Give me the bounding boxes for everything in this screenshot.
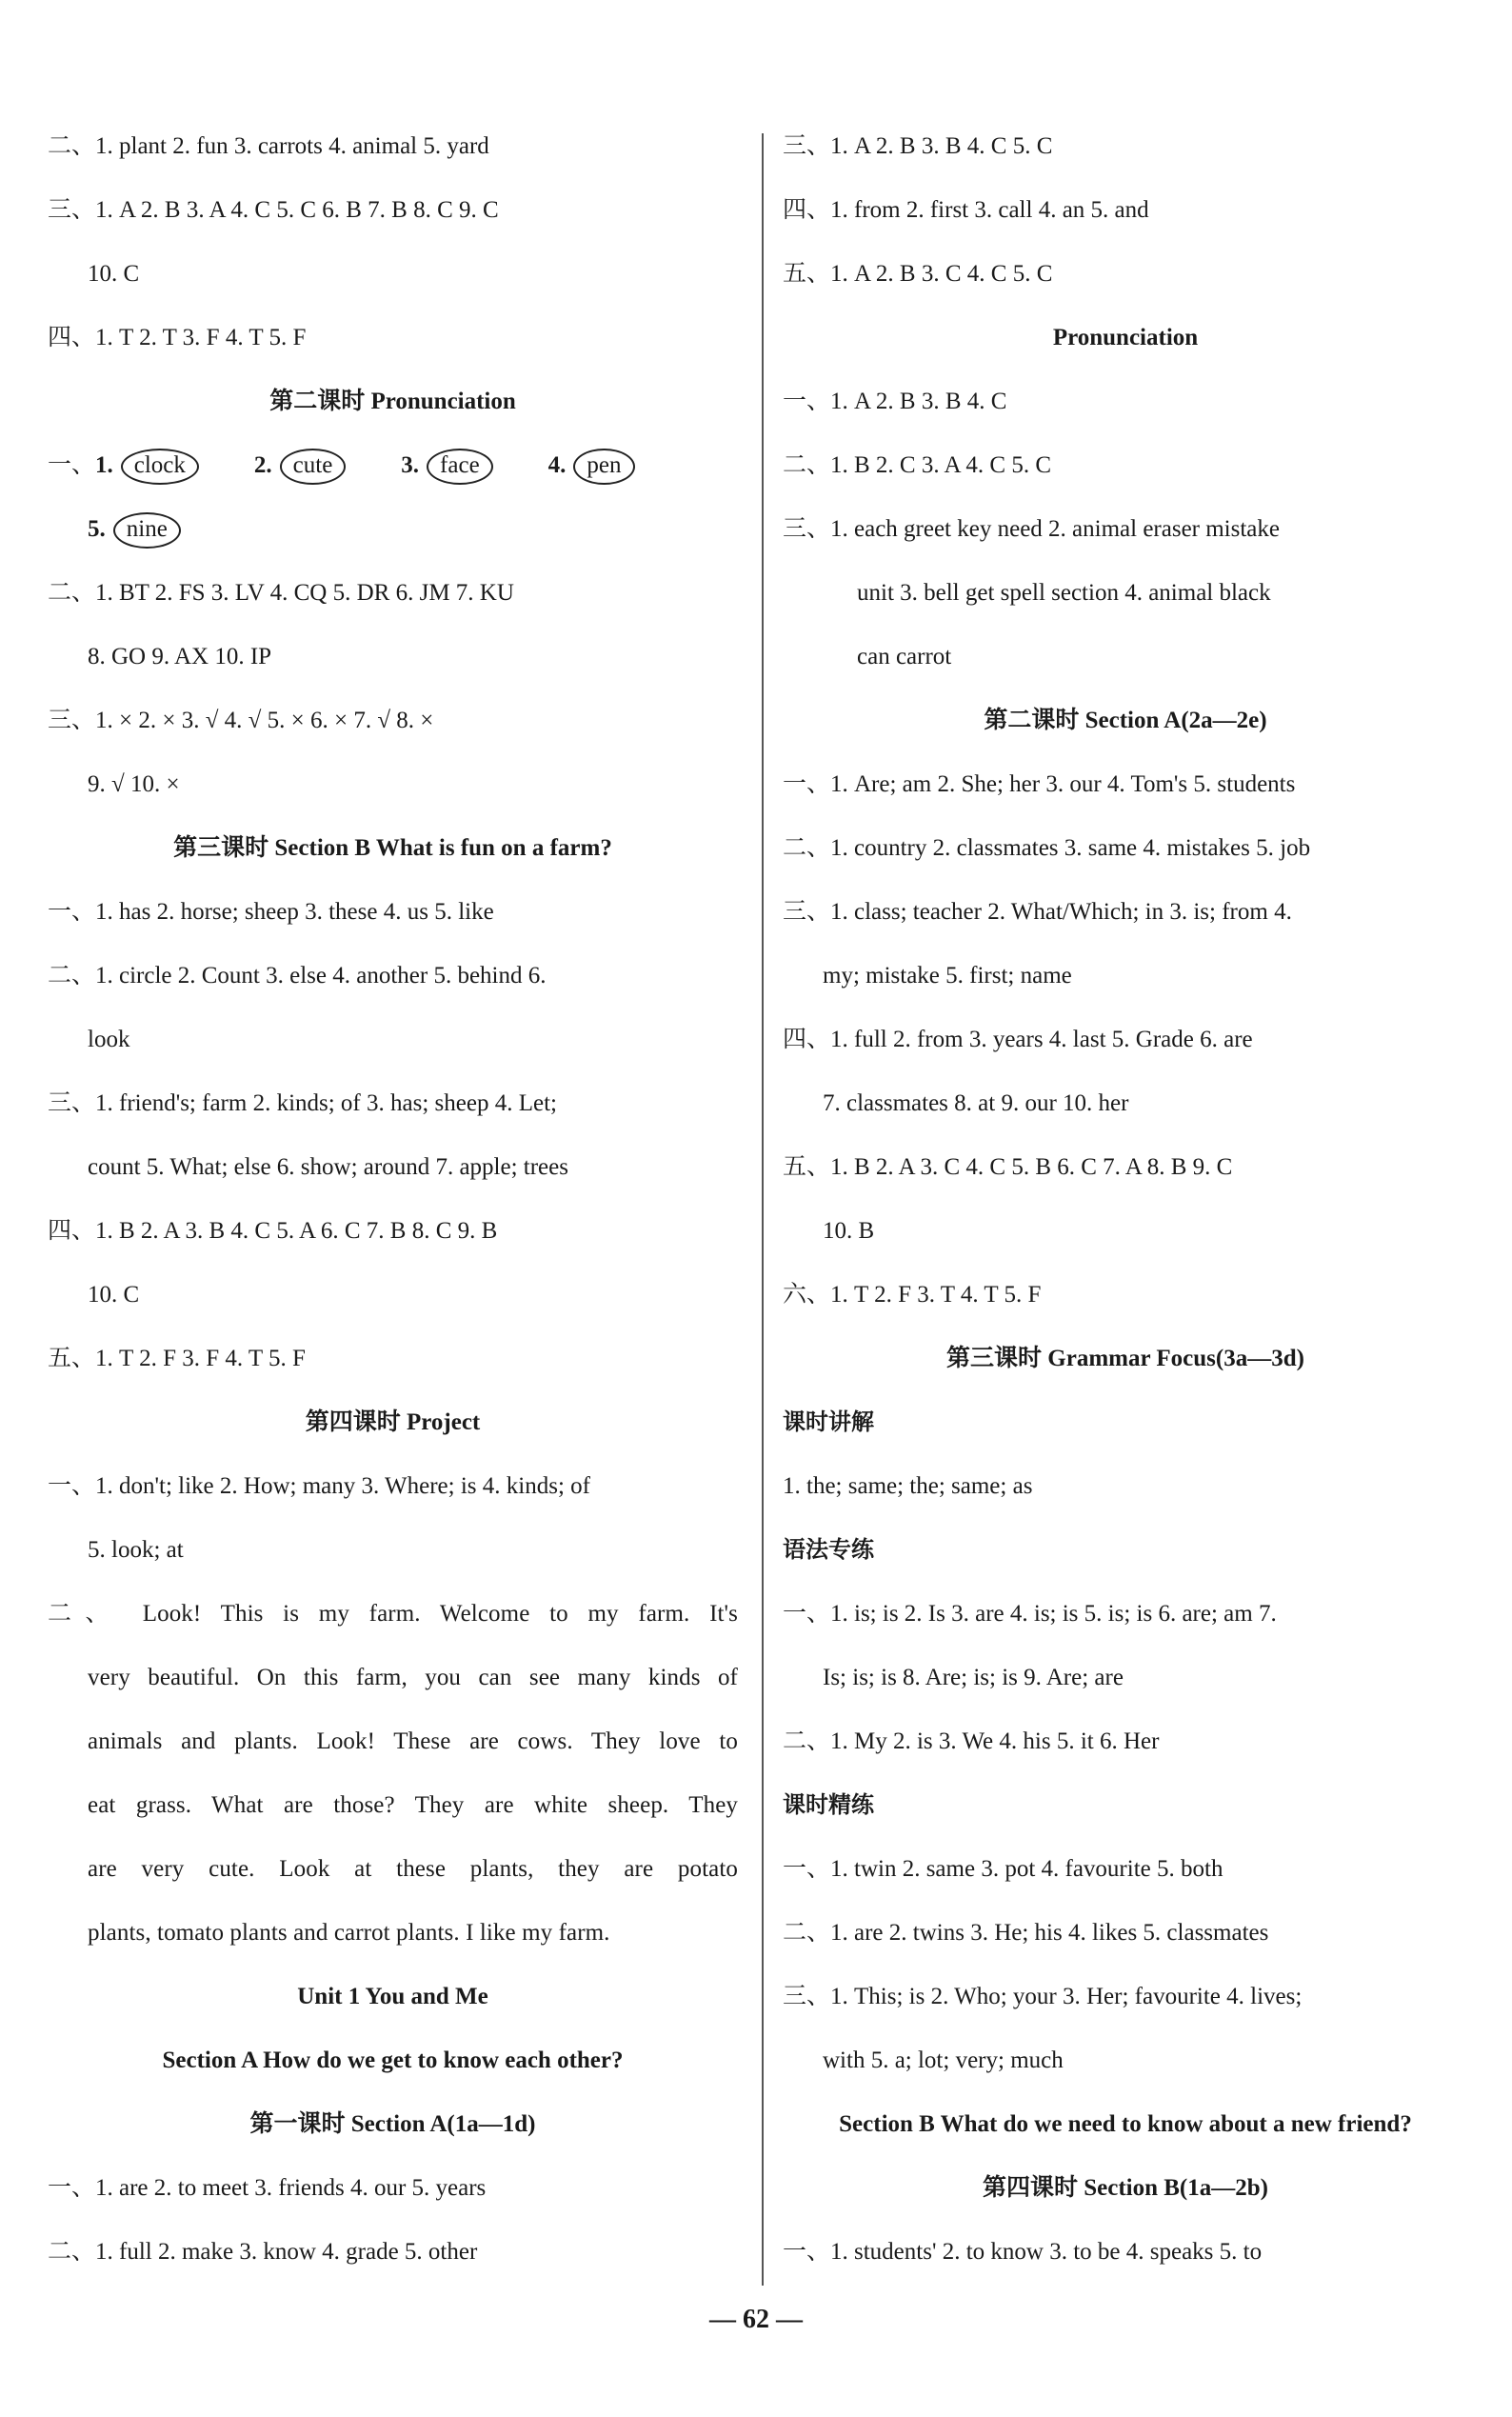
subsection-label: 课时讲解 xyxy=(783,1408,874,1435)
item-number: 2. xyxy=(253,452,272,478)
subsection-label: 语法专练 xyxy=(783,1536,874,1563)
answer-line: 10. C xyxy=(88,1282,140,1308)
answer-line: 二、1. BT 2. FS 3. LV 4. CQ 5. DR 6. JM 7. KU xyxy=(48,580,514,606)
column-divider xyxy=(762,133,764,2286)
answer-line: 7. classmates 8. at 9. our 10. her xyxy=(823,1090,1129,1116)
answer-line: 二、1. full 2. make 3. know 4. grade 5. other xyxy=(48,2239,478,2265)
section-heading: Pronunciation xyxy=(1052,325,1199,350)
answer-line: unit 3. bell get spell section 4. animal black xyxy=(857,580,1271,606)
item-number: 5. xyxy=(88,516,106,542)
right-column xyxy=(783,114,1468,2284)
answer-line: 一、1. twin 2. same 3. pot 4. favourite 5. both xyxy=(783,1856,1224,1882)
answer-line-circled xyxy=(48,497,738,561)
answer-line: 10. C xyxy=(88,261,140,287)
page-number: — 62 — xyxy=(709,2305,803,2334)
answer-line: 五、1. B 2. A 3. C 4. C 5. B 6. C 7. A 8. B 9. C xyxy=(783,1154,1233,1180)
paragraph-line: plants, tomato plants and carrot plants. I like my farm. xyxy=(88,1920,610,1946)
answer-line: 一、1. Are; am 2. She; her 3. our 4. Tom's 5. students xyxy=(783,771,1296,797)
page-number-value: 62 xyxy=(743,2305,769,2334)
answer-line: 三、1. × 2. × 3. √ 4. √ 5. × 6. × 7. √ 8. × xyxy=(48,708,434,733)
answer-line: 10. B xyxy=(823,1218,875,1244)
section-heading: 第三课时 Section B What is fun on a farm? xyxy=(173,835,612,861)
answer-line: 8. GO 9. AX 10. IP xyxy=(88,644,272,669)
answer-line: 一、1. A 2. B 3. B 4. C xyxy=(783,389,1007,414)
answer-line: 一、1. is; is 2. Is 3. are 4. is; is 5. is; is 6. are; am 7. xyxy=(783,1601,1277,1627)
answer-line: 9. √ 10. × xyxy=(88,771,180,797)
section-heading: 第三课时 Grammar Focus(3a—3d) xyxy=(946,1346,1304,1371)
item-number: 1. xyxy=(95,452,113,478)
paragraph-line: are very cute. Look at these plants, they are potato xyxy=(88,1856,738,1882)
answer-line: 五、1. A 2. B 3. C 4. C 5. C xyxy=(783,261,1053,287)
answer-line: 三、1. friend's; farm 2. kinds; of 3. has; sheep 4. Let; xyxy=(48,1090,557,1116)
answer-line: 二、1. B 2. C 3. A 4. C 5. C xyxy=(783,452,1051,478)
section-heading: 第四课时 Section B(1a—2b) xyxy=(982,2175,1268,2201)
circled-word: clock xyxy=(121,449,199,485)
answer-line: 1. the; same; the; same; as xyxy=(783,1473,1033,1499)
answer-line: 二、1. are 2. twins 3. He; his 4. likes 5. classmates xyxy=(783,1920,1269,1946)
section-heading: 第一课时 Section A(1a—1d) xyxy=(249,2111,536,2137)
answer-line: 三、1. A 2. B 3. A 4. C 5. C 6. B 7. B 8. C 9. C xyxy=(48,197,499,223)
answer-line: Is; is; is 8. Are; is; is 9. Are; are xyxy=(823,1665,1124,1690)
answer-line: 三、1. This; is 2. Who; your 3. Her; favourite 4. lives; xyxy=(783,1984,1303,2009)
paragraph-line: eat grass. What are those? They are white sheep. They xyxy=(88,1792,738,1818)
circled-word: nine xyxy=(113,512,181,549)
answer-line: 三、1. each greet key need 2. animal eraser mistake xyxy=(783,516,1280,542)
answer-line: my; mistake 5. first; name xyxy=(823,963,1072,989)
answer-line: 四、1. from 2. first 3. call 4. an 5. and xyxy=(783,197,1149,223)
answer-line: 四、1. T 2. T 3. F 4. T 5. F xyxy=(48,325,307,350)
section-heading: 第四课时 Project xyxy=(305,1409,481,1435)
answer-line: 一、1. students' 2. to know 3. to be 4. speaks 5. to xyxy=(783,2239,1263,2265)
answer-line-circled xyxy=(48,433,738,497)
item-number: 4. xyxy=(547,452,567,478)
answer-line: 四、1. B 2. A 3. B 4. C 5. A 6. C 7. B 8. C 9. B xyxy=(48,1218,498,1244)
answer-line: can carrot xyxy=(857,644,952,669)
item-number: 3. xyxy=(401,452,420,478)
circled-word: face xyxy=(427,449,493,485)
answer-line: 一、1. don't; like 2. How; many 3. Where; is 4. kinds; of xyxy=(48,1473,590,1499)
answer-line: 一、1. are 2. to meet 3. friends 4. our 5. years xyxy=(48,2175,487,2201)
paragraph-line: 二、 Look! This is my farm. Welcome to my farm. It's xyxy=(48,1601,738,1627)
answer-line: 二、1. country 2. classmates 3. same 4. mistakes 5. job xyxy=(783,835,1311,861)
answer-line: count 5. What; else 6. show; around 7. apple; trees xyxy=(88,1154,568,1180)
answer-line: with 5. a; lot; very; much xyxy=(823,2047,1064,2073)
answer-line: 一、1. has 2. horse; sheep 3. these 4. us 5. like xyxy=(48,899,494,925)
paragraph-line: animals and plants. Look! These are cows. They love to xyxy=(88,1728,738,1754)
answer-line: 四、1. full 2. from 3. years 4. last 5. Grade 6. are xyxy=(783,1027,1253,1052)
answer-line: 三、1. A 2. B 3. B 4. C 5. C xyxy=(783,133,1053,159)
answer-line: 二、1. plant 2. fun 3. carrots 4. animal 5. yard xyxy=(48,133,489,159)
circled-word: pen xyxy=(573,449,634,485)
paragraph-line: very beautiful. On this farm, you can see many kinds of xyxy=(88,1665,738,1690)
answer-line: 三、1. class; teacher 2. What/Which; in 3. is; from 4. xyxy=(783,899,1292,925)
section-heading: 第二课时 Pronunciation xyxy=(269,389,516,414)
section-heading: 第二课时 Section A(2a—2e) xyxy=(984,708,1267,733)
section-heading: Section B What do we need to know about a new friend? xyxy=(839,2111,1412,2137)
answer-line: 二、1. circle 2. Count 3. else 4. another 5. behind 6. xyxy=(48,963,547,989)
section-heading: Section A How do we get to know each other? xyxy=(162,2047,624,2073)
answer-line: 五、1. T 2. F 3. F 4. T 5. F xyxy=(48,1346,306,1371)
subsection-label: 课时精练 xyxy=(783,1791,874,1818)
item-prefix: 一、 xyxy=(48,452,96,478)
answer-line: 5. look; at xyxy=(88,1537,184,1563)
answer-line: look xyxy=(88,1027,130,1052)
answer-line: 六、1. T 2. F 3. T 4. T 5. F xyxy=(783,1282,1042,1308)
left-column xyxy=(48,114,738,2284)
answer-line: 二、1. My 2. is 3. We 4. his 5. it 6. Her xyxy=(783,1728,1160,1754)
circled-word: cute xyxy=(280,449,347,485)
section-heading: Unit 1 You and Me xyxy=(297,1984,488,2009)
